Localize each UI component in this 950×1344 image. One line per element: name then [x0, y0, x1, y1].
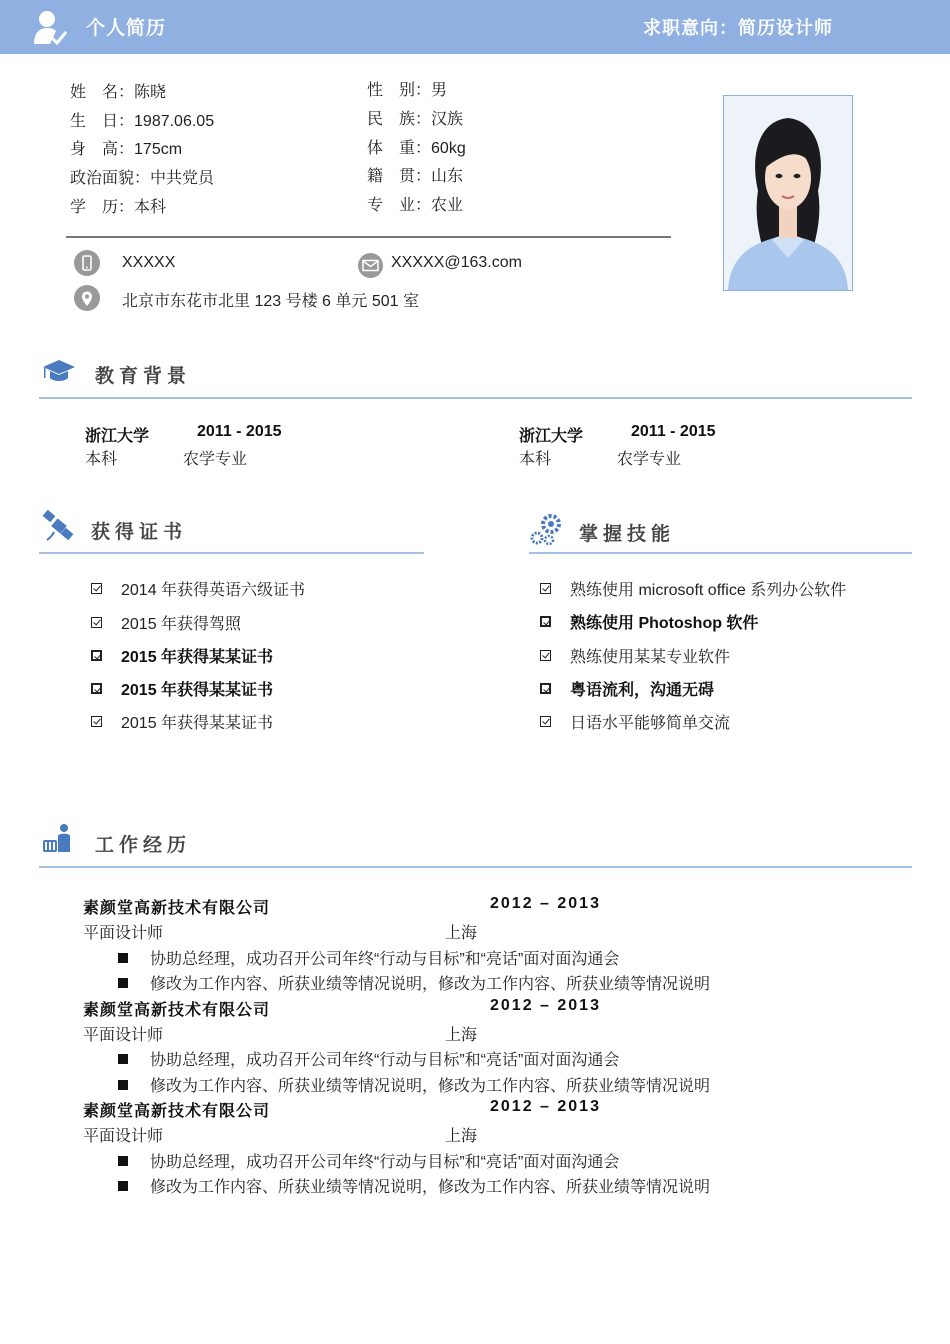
- info-major: 专 业：农业: [367, 197, 464, 214]
- skill-item: 日语水平能够简单交流: [540, 710, 730, 733]
- info-hometown: 籍 贯：山东: [367, 168, 464, 185]
- gears-icon: [529, 512, 565, 546]
- section-title-skills: 掌握技能: [579, 524, 676, 545]
- phone-icon: [74, 250, 100, 276]
- job-company: 素颜堂高新技术有限公司: [83, 1103, 271, 1120]
- bullet-icon: [118, 1156, 128, 1166]
- edu-years: 2011 - 2015: [197, 423, 282, 440]
- job-city: 上海: [445, 925, 478, 942]
- checkbox-icon: [540, 716, 551, 727]
- section-title-work: 工作经历: [95, 835, 192, 856]
- checkbox-icon: [91, 716, 102, 727]
- edu-major: 农学专业: [183, 451, 248, 468]
- job-years: 2012 – 2013: [490, 997, 601, 1014]
- bullet-icon: [118, 1181, 128, 1191]
- info-name: 姓 名：陈晓: [70, 84, 167, 101]
- job-years: 2012 – 2013: [490, 895, 601, 912]
- edu-school: 浙江大学: [85, 428, 150, 445]
- info-education: 学 历：本科: [70, 199, 167, 216]
- bullet-icon: [118, 978, 128, 988]
- job-duty: 协助总经理，成功召开公司年终“行动与目标”和“亮话”面对面沟通会: [118, 946, 619, 969]
- contact-divider: [66, 236, 671, 238]
- job-title: 平面设计师: [83, 1027, 164, 1044]
- certificate-item: 2014 年获得英语六级证书: [91, 577, 305, 600]
- certificate-item: 2015 年获得某某证书: [91, 677, 273, 700]
- edu-years: 2011 - 2015: [631, 423, 716, 440]
- graduation-cap-icon: [42, 358, 76, 384]
- worker-icon: [42, 822, 76, 856]
- checkbox-icon: [91, 583, 102, 594]
- section-title-certificates: 获得证书: [91, 522, 188, 543]
- checkbox-icon: [540, 616, 551, 627]
- info-birthday: 生 日：1987.06.05: [70, 113, 215, 130]
- edu-degree: 本科: [85, 451, 118, 468]
- job-company: 素颜堂高新技术有限公司: [83, 1002, 271, 1019]
- certificate-item: 2015 年获得某某证书: [91, 644, 273, 667]
- email-icon: [358, 253, 383, 278]
- job-target: 求职意向：简历设计师: [643, 18, 833, 38]
- job-title: 平面设计师: [83, 1128, 164, 1145]
- certificate-item: 2015 年获得某某证书: [91, 710, 273, 733]
- satellite-icon: [42, 510, 76, 544]
- skill-item: 熟练使用某某专业软件: [540, 644, 730, 667]
- checkbox-icon: [91, 617, 102, 628]
- person-icon: [32, 8, 68, 46]
- info-politics: 政治面貌：中共党员: [70, 170, 215, 187]
- edu-degree: 本科: [519, 451, 552, 468]
- info-weight: 体 重：60kg: [367, 140, 466, 157]
- job-company: 素颜堂高新技术有限公司: [83, 900, 271, 917]
- job-city: 上海: [445, 1128, 478, 1145]
- edu-major: 农学专业: [617, 451, 682, 468]
- checkbox-icon: [540, 583, 551, 594]
- job-duty: 修改为工作内容、所获业绩等情况说明，修改为工作内容、所获业绩等情况说明: [118, 1073, 710, 1096]
- checkbox-icon: [540, 650, 551, 661]
- job-duty: 修改为工作内容、所获业绩等情况说明，修改为工作内容、所获业绩等情况说明: [118, 1174, 710, 1197]
- job-duty: 修改为工作内容、所获业绩等情况说明，修改为工作内容、所获业绩等情况说明: [118, 971, 710, 994]
- profile-photo: [723, 95, 853, 291]
- job-title: 平面设计师: [83, 925, 164, 942]
- education-divider: [39, 397, 912, 399]
- bullet-icon: [118, 1080, 128, 1090]
- info-height: 身 高：175cm: [70, 141, 183, 158]
- checkbox-icon: [540, 683, 551, 694]
- job-duty: 协助总经理，成功召开公司年终“行动与目标”和“亮话”面对面沟通会: [118, 1047, 619, 1070]
- contact-email: XXXXX@163.com: [391, 254, 522, 271]
- info-ethnicity: 民 族：汉族: [367, 111, 464, 128]
- checkbox-icon: [91, 650, 102, 661]
- resume-title: 个人简历: [86, 18, 167, 39]
- section-title-education: 教育背景: [95, 366, 192, 387]
- edu-school: 浙江大学: [519, 428, 584, 445]
- job-city: 上海: [445, 1027, 478, 1044]
- skill-item: 粤语流利，沟通无碍: [540, 677, 714, 700]
- location-icon: [74, 285, 100, 311]
- info-gender: 性 别：男: [367, 82, 448, 99]
- bullet-icon: [118, 1054, 128, 1064]
- skill-item: 熟练使用 Photoshop 软件: [540, 610, 758, 633]
- contact-address: 北京市东花市北里 123 号楼 6 单元 501 室: [122, 293, 419, 310]
- contact-phone: XXXXX: [122, 254, 176, 271]
- certificates-divider: [39, 552, 424, 554]
- job-years: 2012 – 2013: [490, 1098, 601, 1115]
- skill-item: 熟练使用 microsoft office 系列办公软件: [540, 577, 846, 600]
- certificate-item: 2015 年获得驾照: [91, 611, 241, 634]
- job-duty: 协助总经理，成功召开公司年终“行动与目标”和“亮话”面对面沟通会: [118, 1149, 619, 1172]
- bullet-icon: [118, 953, 128, 963]
- checkbox-icon: [91, 683, 102, 694]
- skills-divider: [529, 552, 912, 554]
- work-divider: [39, 866, 912, 868]
